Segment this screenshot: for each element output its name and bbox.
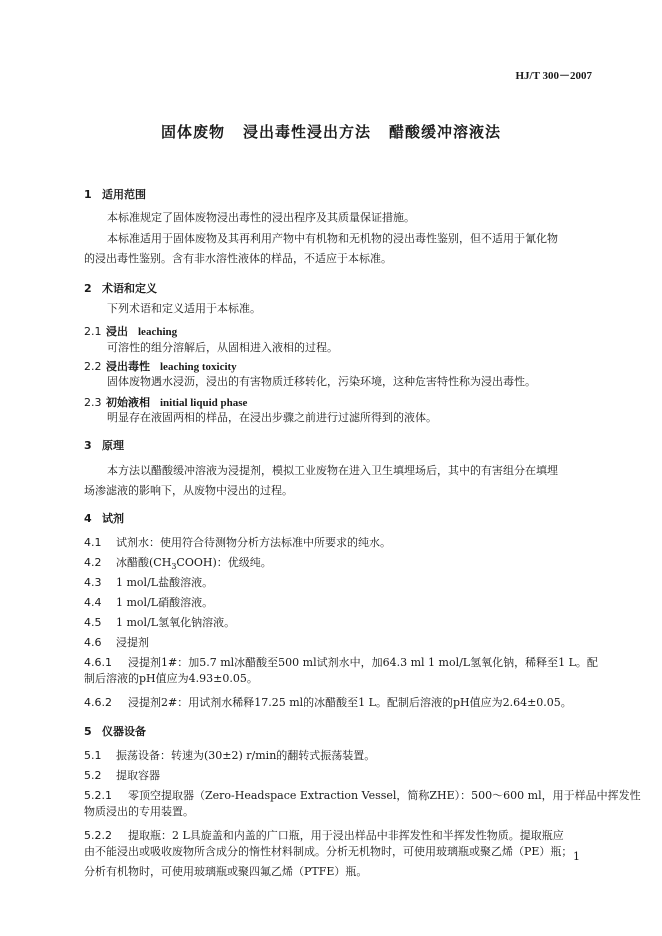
list-item (84, 747, 375, 763)
item-number: 4.3 (84, 576, 102, 589)
item-number: 4.2 (84, 556, 102, 569)
item-number: 4.1 (84, 536, 102, 549)
paragraph: 本方法以醋酸缓冲溶液为浸提剂，模拟工业废物在进入卫生填埋场后，其中的有害组分在填埋 (107, 464, 558, 477)
section-title: 原理 (102, 439, 124, 452)
section-number: 2 (84, 282, 92, 295)
item-text: 提取瓶：2 L具旋盖和内盖的广口瓶，用于浸出样品中非挥发性和半挥发性物质。提取瓶应 (128, 829, 564, 842)
section-number: 4 (84, 512, 92, 525)
paragraph: 本标准适用于固体废物及其再利用产物中有机物和无机物的浸出毒性鉴别，但不适用于氰化物 (107, 232, 558, 245)
list-item (84, 694, 572, 710)
list-item (84, 594, 213, 610)
item-text: 零顶空提取器（Zero-Headspace Extraction Vessel，简称ZHE）：500～600 ml，用于样品中挥发性 (128, 789, 641, 802)
item-text: 试剂水：使用符合待测物分析方法标准中所要求的纯水。 (116, 536, 391, 549)
item-text: 1 mol/L硝酸溶液。 (116, 596, 214, 609)
list-item (84, 634, 149, 650)
term-number: 2.1 (84, 325, 102, 338)
term-definition: 可溶性的组分溶解后，从固相进入液相的过程。 (107, 341, 338, 354)
section-title: 适用范围 (102, 188, 146, 201)
item-number: 4.4 (84, 596, 102, 609)
item-text: 1 mol/L氢氧化钠溶液。 (116, 616, 236, 629)
item-text: 浸提剂1#：加5.7 ml冰醋酸至500 ml试剂水中，加64.3 ml 1 mol/L氢氧化钠，稀释至1 L。配 (128, 656, 598, 669)
section-number: 1 (84, 188, 92, 201)
item-number: 5.1 (84, 749, 102, 762)
item-number: 4.5 (84, 616, 102, 629)
document-title (0, 121, 662, 142)
paragraph: 下列术语和定义适用于本标准。 (107, 302, 261, 315)
section-5-heading (84, 723, 146, 739)
section-number: 5 (84, 725, 92, 738)
term-number: 2.3 (84, 396, 102, 409)
item-continuation: 由不能浸出或吸收废物所含成分的惰性材料制成。分析无机物时，可使用玻璃瓶或聚乙烯（PE）瓶； (84, 845, 573, 858)
term-en: leaching (138, 326, 178, 338)
list-item (84, 614, 235, 630)
item-number: 4.6.1 (84, 656, 112, 669)
item-number: 5.2.1 (84, 789, 112, 802)
paragraph: 场渗滤液的影响下，从废物中浸出的过程。 (84, 484, 293, 497)
item-text: 振荡设备：转速为(30±2) r/min的翻转式振荡装置。 (116, 749, 376, 762)
paragraph: 的浸出毒性鉴别。含有非水溶性液体的样品，不适应于本标准。 (84, 252, 392, 265)
section-number: 3 (84, 439, 92, 452)
page-number: 1 (573, 850, 580, 863)
item-number: 5.2.2 (84, 829, 112, 842)
section-title: 仪器设备 (102, 725, 146, 738)
item-text: COOH)：优级纯。 (176, 556, 272, 569)
title-part-1: 固体废物 (160, 123, 225, 141)
item-text: 提取容器 (116, 769, 160, 782)
section-2-heading (84, 280, 157, 296)
term-cn: 初始液相 (106, 396, 150, 409)
term-number: 2.2 (84, 360, 102, 373)
paragraph: 本标准规定了固体废物浸出毒性的浸出程序及其质量保证措施。 (107, 211, 415, 224)
list-item (84, 554, 272, 571)
item-continuation: 物质浸出的专用装置。 (84, 805, 194, 818)
list-item (84, 767, 160, 783)
list-item (84, 574, 213, 590)
item-number: 5.2 (84, 769, 102, 782)
list-item (84, 534, 391, 550)
item-text: 浸提剂 (116, 636, 149, 649)
section-title: 试剂 (102, 512, 124, 525)
term-definition: 明显存在液固两相的样品，在浸出步骤之前进行过滤所得到的液体。 (107, 411, 437, 424)
item-text: 1 mol/L盐酸溶液。 (116, 576, 214, 589)
section-3-heading (84, 437, 124, 453)
item-continuation: 制后溶液的pH值应为4.93±0.05。 (84, 672, 258, 685)
standard-code: HJ/T 300－2007 (515, 70, 592, 82)
item-text: 冰醋酸(CH (116, 556, 172, 569)
item-number: 4.6.2 (84, 696, 112, 709)
term-en: leaching toxicity (160, 361, 237, 373)
item-text: 浸提剂2#：用试剂水稀释17.25 ml的冰醋酸至1 L。配制后溶液的pH值应为2.64±0.05。 (128, 696, 572, 709)
term-cn: 浸出 (106, 325, 128, 338)
term-cn: 浸出毒性 (106, 360, 150, 373)
subscript: 3 (171, 562, 177, 572)
item-number: 4.6 (84, 636, 102, 649)
section-4-heading (84, 510, 124, 526)
item-continuation: 分析有机物时，可使用玻璃瓶或聚四氟乙烯（PTFE）瓶。 (84, 865, 368, 878)
term-en: initial liquid phase (160, 397, 248, 409)
section-1-heading (84, 186, 146, 202)
title-part-3: 醋酸缓冲溶液法 (389, 123, 502, 141)
term-definition: 固体废物遇水浸沥，浸出的有害物质迁移转化，污染环境，这种危害特性称为浸出毒性。 (107, 375, 536, 388)
section-title: 术语和定义 (102, 282, 157, 295)
title-part-2: 浸出毒性浸出方法 (242, 123, 371, 141)
